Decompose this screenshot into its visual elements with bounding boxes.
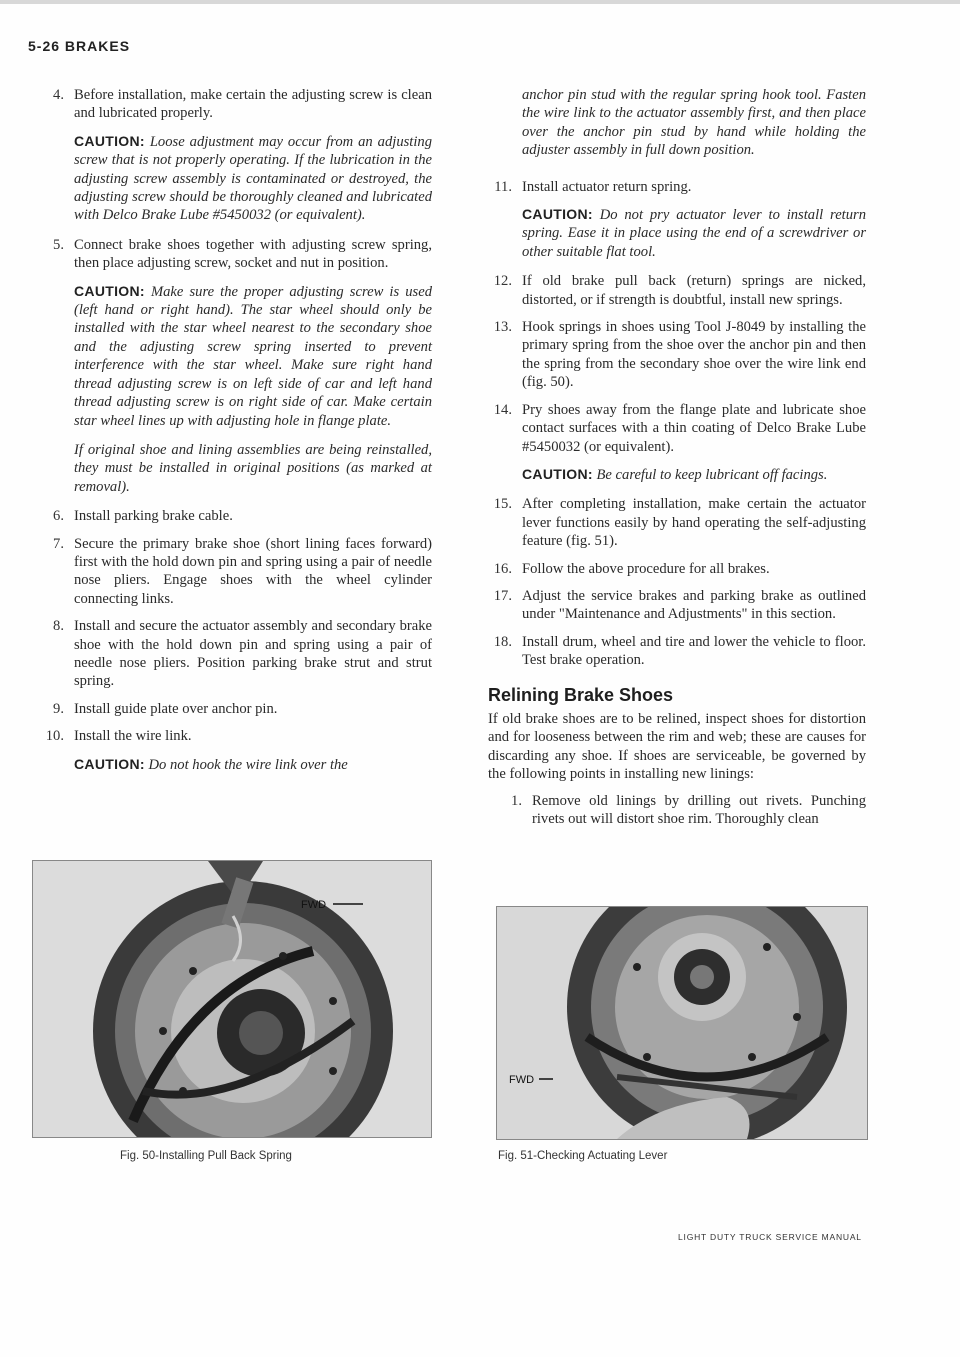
page-footer: LIGHT DUTY TRUCK SERVICE MANUAL bbox=[678, 1232, 862, 1242]
step-number: 11. bbox=[494, 178, 512, 195]
step-number: 12. bbox=[493, 273, 512, 290]
page-header: 5-26 BRAKES bbox=[28, 38, 131, 54]
step-item bbox=[40, 507, 432, 525]
step-item bbox=[488, 495, 866, 550]
step-text: If old brake pull back (return) springs are nicked, distorted, or if strength is doubtful, install new springs. bbox=[522, 273, 866, 308]
step-number: 4. bbox=[53, 87, 64, 103]
caution-block bbox=[522, 465, 866, 484]
step-text: Before installation, make certain the adjusting screw is clean and lubricated properly. bbox=[74, 87, 432, 122]
step-number: 18. bbox=[493, 633, 512, 650]
caution-block bbox=[74, 282, 432, 430]
step-number: 8. bbox=[53, 618, 64, 635]
step-number: 15. bbox=[493, 496, 512, 513]
step-item bbox=[488, 178, 866, 196]
step-item bbox=[40, 86, 432, 123]
caution-block bbox=[74, 755, 432, 774]
step-text: Install the wire link. bbox=[74, 728, 192, 745]
figure-51-photo bbox=[496, 906, 868, 1140]
step-text: Hook springs in shoes using Tool J-8049 by installing the primary spring from the shoe over the anchor pin and then the spring from the secondary shoe over the wire link end (fig. 50). bbox=[522, 319, 866, 391]
step-number: 6. bbox=[53, 508, 64, 525]
caution-block bbox=[522, 205, 866, 261]
step-number: 13. bbox=[493, 319, 512, 336]
left-column bbox=[40, 86, 432, 785]
step-text: Install guide plate over anchor pin. bbox=[74, 700, 278, 717]
caution-label: CAUTION: bbox=[522, 206, 593, 223]
caution-label: CAUTION: bbox=[74, 755, 145, 772]
step-number: 10. bbox=[45, 728, 64, 745]
step-item bbox=[488, 633, 866, 670]
step-number: 5. bbox=[53, 236, 64, 253]
step-number: 1. bbox=[511, 792, 522, 809]
top-rule bbox=[0, 0, 960, 4]
caution-continued: anchor pin stud with the regular spring hook tool. Fasten the wire link to the actuator assembly first, and then place over the anchor pin stud by hand while holding the adjuster assembly in full down position. bbox=[522, 87, 866, 159]
step-item bbox=[488, 272, 866, 309]
caution-text: Make sure the proper adjusting screw is used (left hand or right hand). The star wheel should only be installed with the star wheel nearest to the secondary shoe and the adjusting screw spring inserted to prevent interference with the star wheel. Make sure right hand thread adjusting screw is on left side of car and left hand thread adjusting screw is on right side of car. Make certain star wheel lines up with adjusting hole in flange plate. bbox=[74, 283, 432, 429]
step-item bbox=[488, 318, 866, 392]
step-item bbox=[40, 236, 432, 273]
caution-text: Do not hook the wire link over the bbox=[148, 756, 348, 773]
step-number: 16. bbox=[493, 560, 512, 577]
fig51-fwd-label: FWD bbox=[509, 1074, 535, 1086]
section-intro: If old brake shoes are to be relined, inspect shoes for distortion and for looseness between the rim and web; these are causes for discarding any shoe. If shoes are serviceable, be governed by the following points in installing new linings: bbox=[488, 710, 866, 783]
caution-text: Do not pry actuator lever to install return spring. Ease it in place using the end of a screwdriver or other suitable flat tool. bbox=[522, 207, 866, 260]
step-item bbox=[40, 535, 432, 609]
step-number: 7. bbox=[53, 535, 64, 552]
step-item bbox=[498, 792, 866, 829]
step-item bbox=[40, 617, 432, 691]
step-text: Install actuator return spring. bbox=[522, 178, 692, 195]
step-text: Install drum, wheel and tire and lower the vehicle to floor. Test brake operation. bbox=[522, 633, 866, 669]
step-text: Install parking brake cable. bbox=[74, 508, 233, 525]
step-number: 17. bbox=[493, 587, 512, 604]
step-number: 14. bbox=[493, 401, 512, 418]
step-text: Remove old linings by drilling out rivets. Punching rivets out will distort shoe rim. Thoroughly clean bbox=[532, 792, 866, 827]
step-number: 9. bbox=[53, 700, 64, 717]
step-item bbox=[40, 700, 432, 718]
fig50-fwd-label: FWD bbox=[301, 899, 327, 911]
step-item bbox=[488, 587, 866, 624]
figure-51-caption: Fig. 51-Checking Actuating Lever bbox=[498, 1150, 668, 1162]
step-text: Pry shoes away from the flange plate and lubricate shoe contact surfaces with a thin coating of Delco Brake Lube #5450032 (or equivalent). bbox=[522, 401, 866, 455]
caution-text: Loose adjustment may occur from an adjusting screw that is not properly operating. If the lubrication in the adjusting screw assembly is contaminated or destroyed, the adjusting screw should be thoroughly cleaned and lubricated with Delco Brake Lube #5450032 (or equivalent). bbox=[74, 133, 432, 224]
caution-label: CAUTION: bbox=[74, 132, 145, 149]
step-text: Secure the primary brake shoe (short lining faces forward) first with the hold down pin and spring using a pair of needle nose pliers. Engage shoes with the wheel cylinder connecting links. bbox=[74, 535, 432, 607]
caution-block bbox=[74, 132, 432, 225]
step-text: Install and secure the actuator assembly and secondary brake shoe with the hold down pin and spring using a pair of needle nose pliers. Position parking brake strut and strut spring. bbox=[74, 618, 432, 690]
step-item bbox=[488, 401, 866, 456]
caution-note: If original shoe and lining assemblies are being reinstalled, they must be installed in original positions (as marked at removal). bbox=[74, 441, 432, 495]
right-column bbox=[488, 86, 866, 837]
step-text: Connect brake shoes together with adjusting screw spring, then place adjusting screw, socket and nut in position. bbox=[74, 236, 432, 272]
figure-50-photo bbox=[32, 860, 432, 1138]
caution-label: CAUTION: bbox=[522, 465, 593, 482]
caution-text: Be careful to keep lubricant off facings. bbox=[596, 466, 828, 483]
step-text: After completing installation, make certain the actuator lever functions easily by hand operating the self-adjusting feature (fig. 51). bbox=[522, 496, 866, 550]
step-text: Follow the above procedure for all brakes. bbox=[522, 560, 770, 577]
step-item bbox=[488, 560, 866, 578]
figure-50-caption: Fig. 50-Installing Pull Back Spring bbox=[120, 1150, 292, 1162]
section-heading: Relining Brake Shoes bbox=[488, 684, 674, 705]
caution-label: CAUTION: bbox=[74, 282, 145, 299]
step-text: Adjust the service brakes and parking brake as outlined under "Maintenance and Adjustments" in this section. bbox=[522, 587, 866, 623]
step-item bbox=[40, 727, 432, 745]
